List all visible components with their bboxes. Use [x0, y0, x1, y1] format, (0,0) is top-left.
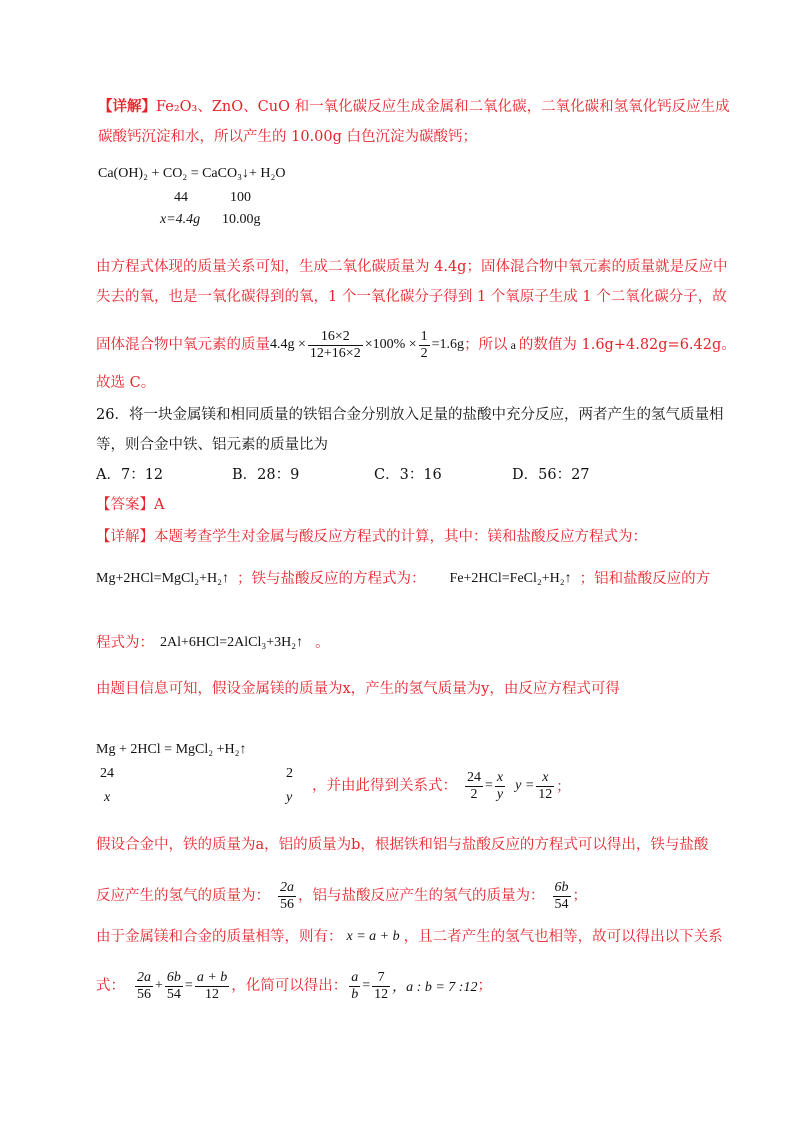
denominator: 56: [280, 896, 294, 912]
text: ，且二者产生的氢气也相等，故可以得出以下关系: [403, 929, 723, 945]
text: 由于金属镁和合金的质量相等，则有：: [96, 929, 343, 945]
text: 的数值为 1.6g+4.82g=6.42g。: [518, 337, 736, 353]
denominator: 2: [420, 345, 428, 361]
plus: +: [155, 978, 163, 993]
equation-caco3: Ca(OH)₂ + CO₂ = CaCO₃↓+ H₂O: [98, 166, 286, 181]
fraction: [553, 880, 571, 913]
numerator: 1: [420, 328, 428, 344]
numerator: x: [496, 769, 504, 785]
fraction: [278, 880, 296, 913]
option-c: C．3：16: [374, 467, 442, 483]
explain-line: 由题目信息可知，假设金属镁的质量为x，产生的氢气质量为y，由反应方程式可得: [96, 681, 620, 697]
eq-al: 2Al+6HCl=2AlCl₃+3H₂↑: [160, 635, 304, 650]
oxygen-mass-line: [96, 330, 736, 360]
denominator: 54: [554, 896, 569, 912]
relation-formula: [463, 770, 570, 803]
answer: 【答案】A: [96, 497, 165, 513]
equals: =: [362, 978, 371, 993]
detail-tag: 【详解】: [98, 98, 156, 115]
fraction: [165, 970, 183, 1003]
mass-h2: 2: [286, 766, 293, 781]
fraction: [135, 970, 153, 1003]
fraction: [495, 770, 505, 803]
oxygen-formula: [270, 329, 464, 362]
numerator: 2a: [280, 879, 294, 895]
var-a: a: [510, 338, 516, 352]
fraction: [419, 329, 430, 362]
option-d: D．56：27: [512, 467, 590, 483]
denominator: 12: [205, 986, 220, 1002]
fraction: [195, 970, 229, 1003]
mass-mg: 24: [100, 766, 114, 781]
text: ；铝和盐酸反应的方: [579, 571, 711, 587]
text: ，并由此得到关系式：: [312, 778, 457, 794]
var-x: x: [104, 790, 111, 805]
explain-paragraph-1: [98, 98, 730, 116]
denominator: 54: [166, 986, 181, 1002]
reaction-equations-line: [96, 566, 710, 592]
explain-line: 碳酸钙沉淀和水，所以产生的 10.00g 白色沉淀为碳酸钙；: [98, 129, 478, 145]
al-equation-line: [96, 630, 330, 656]
fraction: [536, 770, 554, 803]
denominator: 2: [470, 786, 478, 802]
explain-line: 假设合金中，铁的质量为a，铝的质量为b，根据铁和铝与盐酸反应的方程式可以得出，铁与盐酸: [96, 837, 709, 853]
explain-line: 失去的氧，也是一氧化碳得到的氧，1 个一氧化碳分子得到 1 个氧原子生成 1 个二氧化碳分子，故: [96, 289, 727, 305]
equation-mg: Mg + 2HCl = MgCl₂ +H₂↑: [96, 742, 247, 757]
ratio-formula: [347, 970, 477, 1003]
result-line: [96, 964, 492, 1008]
eq-fe: Fe+2HCl=FeCl₂+H₂↑: [449, 571, 572, 586]
text: ；所以: [464, 337, 508, 353]
h2-mass-line: [96, 876, 587, 916]
numerator: 7: [372, 970, 390, 987]
fraction: [465, 770, 483, 803]
formula-part: 4.4g ×: [270, 337, 306, 352]
text: ；铁与盐酸反应的方程式为：: [237, 571, 426, 587]
sum-formula: [133, 970, 231, 1003]
mass-equal-line: [96, 926, 723, 948]
text: 固体混合物中氧元素的质量: [96, 337, 270, 353]
text: ，化简可以得出：: [231, 978, 348, 994]
g-value: 10.00g: [222, 212, 261, 227]
text: ，铝与盐酸反应产生的氢气的质量为：: [298, 888, 545, 904]
option-a: A．7：12: [96, 467, 164, 483]
choose-answer: 故选 C。: [96, 375, 156, 391]
fraction: [308, 329, 363, 362]
question-26-line: 等，则合金中铁、铝元素的质量比为: [96, 437, 328, 453]
denominator: 12: [374, 986, 389, 1002]
equals: =: [485, 778, 493, 793]
formula-part: ×100% ×: [364, 337, 417, 352]
numerator: a: [351, 969, 359, 985]
text: 程式为：: [96, 635, 154, 651]
question-26-line: 26．将一块金属镁和相同质量的铁铝合金分别放入足量的盐酸中充分反应，两者产生的氢气质量相: [96, 407, 724, 423]
numerator: a + b: [196, 969, 228, 985]
text: 式：: [96, 978, 125, 994]
text: 。: [315, 635, 330, 651]
denominator: y: [496, 786, 504, 802]
fraction: [349, 970, 360, 1003]
numerator: 24: [467, 769, 481, 785]
x-equals-a-plus-b: x = a + b: [346, 929, 400, 944]
fraction: [372, 970, 390, 1003]
relation-line: [312, 766, 570, 806]
numerator: 16×2: [308, 329, 363, 346]
text: ；: [572, 888, 587, 904]
explain-line: 【详解】本题考查学生对金属与酸反应方程式的计算，其中：镁和盐酸反应方程式为：: [96, 529, 647, 545]
explain-line: Fe₂O₃、ZnO、CuO 和一氧化碳反应生成金属和二氧化碳，二氧化碳和氢氧化钙反应生成: [156, 99, 730, 115]
equals: =: [184, 978, 193, 993]
numerator: x: [536, 770, 554, 787]
mass-co2: 44: [174, 190, 188, 205]
numerator: 6b: [554, 879, 569, 895]
eq-mg: Mg+2HCl=MgCl₂+H₂↑: [96, 571, 230, 586]
option-b: B．28：9: [232, 467, 300, 483]
text: ；: [556, 780, 571, 795]
numerator: 2a: [137, 969, 151, 985]
x-value: x=4.4g: [160, 212, 201, 227]
denominator: 12+16×2: [309, 345, 361, 361]
denominator: 56: [137, 986, 151, 1002]
mass-caco3: 100: [230, 190, 251, 205]
explain-line: 由方程式体现的质量关系可知，生成二氧化碳质量为 4.4g；固体混合物中氧元素的质量就是反应中: [96, 259, 728, 275]
var-y: y: [286, 790, 293, 805]
denominator: 12: [538, 786, 553, 802]
denominator: b: [351, 986, 359, 1002]
ratio-result: ，a : b = 7 :12: [392, 980, 478, 995]
text: 反应产生的氢气的质量为：: [96, 888, 270, 904]
formula-part: =1.6g: [431, 337, 465, 352]
text: ；: [477, 978, 492, 994]
y-equals: y =: [515, 778, 535, 793]
numerator: 6b: [166, 969, 181, 985]
